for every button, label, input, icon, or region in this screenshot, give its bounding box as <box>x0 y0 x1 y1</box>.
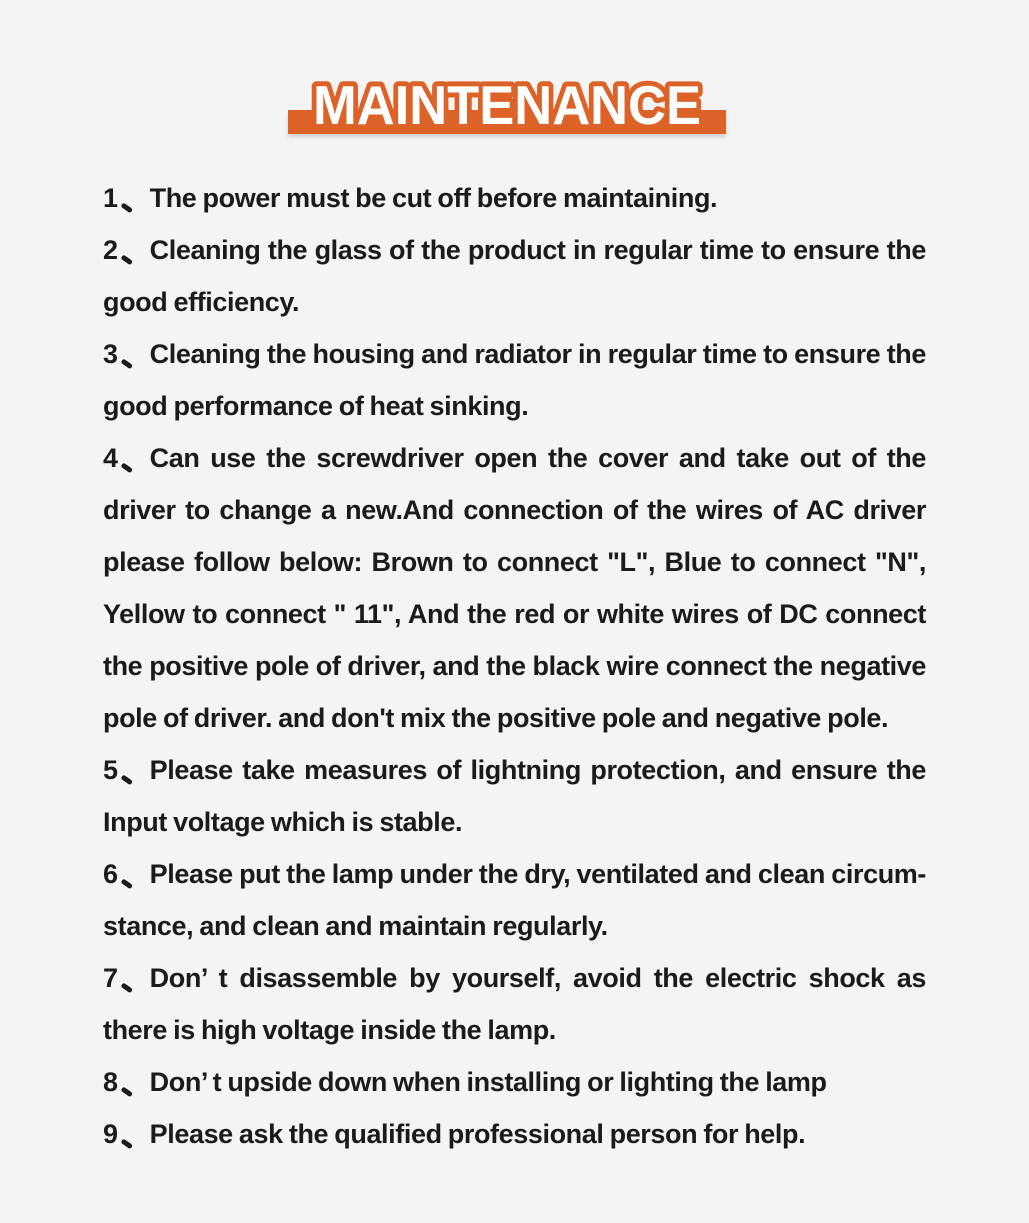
item-number: 4 <box>103 443 118 473</box>
ideographic-comma-icon <box>118 453 150 467</box>
title-text-svg <box>287 68 727 140</box>
instruction-item-7 <box>103 952 926 1056</box>
item-text: The power must be cut off before maintaining. <box>149 183 718 213</box>
instruction-item-8 <box>103 1056 926 1108</box>
ideographic-comma-icon <box>118 1129 150 1143</box>
item-number: 1 <box>103 183 118 213</box>
item-number: 5 <box>103 755 118 785</box>
item-text: Cleaning the glass of the product in regular time to ensure the good efficiency. <box>103 235 926 317</box>
ideographic-comma-icon <box>118 869 150 883</box>
instruction-item-6 <box>103 848 926 952</box>
instruction-item-3 <box>103 328 926 432</box>
item-text: Don’ t upside down when installing or lighting the lamp <box>149 1067 827 1097</box>
instruction-item-5 <box>103 744 926 848</box>
instruction-item-1 <box>103 172 926 224</box>
item-text: Please take measures of lightning protection, and ensure the Input voltage which is stable. <box>103 755 926 837</box>
item-number: 9 <box>103 1119 118 1149</box>
title-banner <box>0 0 1029 150</box>
ideographic-comma-icon <box>118 245 150 259</box>
ideographic-comma-icon <box>118 193 150 207</box>
page-title: MAINTENANCE <box>313 74 701 136</box>
item-number: 2 <box>103 235 118 265</box>
item-text: Please put the lamp under the dry, ventilated and clean circum-stance, and clean and maintain regularly. <box>103 859 926 941</box>
ideographic-comma-icon <box>118 349 150 363</box>
item-number: 7 <box>103 963 118 993</box>
item-number: 8 <box>103 1067 118 1097</box>
item-text: Please ask the qualified professional person for help. <box>149 1119 806 1149</box>
item-text: Don’ t disassemble by yourself, avoid the electric shock as there is high voltage inside the lamp. <box>103 963 926 1045</box>
item-text: Can use the screwdriver open the cover and take out of the driver to change a new.And connection of the wires of AC driver please follow below: Brown to connect "L", Blue to connect "N", Yellow to connect " 11", And the red or white wires of DC connect the positive pole of driver, and the black wire connect the negative pole of driver. and don't mix the positive pole and negative pole. <box>103 443 926 733</box>
instruction-item-2 <box>103 224 926 328</box>
item-number: 6 <box>103 859 118 889</box>
item-text: Cleaning the housing and radiator in regular time to ensure the good performance of heat sinking. <box>103 339 926 421</box>
item-number: 3 <box>103 339 118 369</box>
ideographic-comma-icon <box>118 973 150 987</box>
instruction-item-4 <box>103 432 926 744</box>
ideographic-comma-icon <box>118 1077 150 1091</box>
instruction-item-9 <box>103 1108 926 1160</box>
ideographic-comma-icon <box>118 765 150 779</box>
instructions-list <box>0 150 1029 1160</box>
